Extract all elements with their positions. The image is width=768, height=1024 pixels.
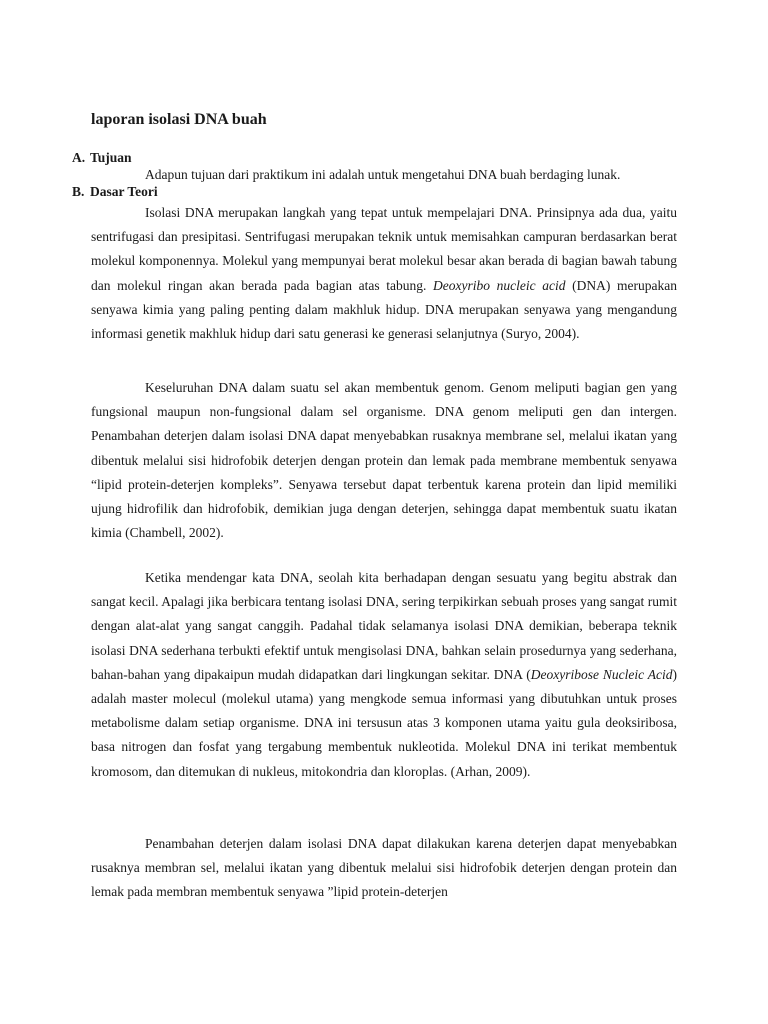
dasar-teori-paragraph-3 [91,566,677,784]
dasar-teori-paragraph-4 [91,832,677,905]
dasar-teori-paragraph-1 [91,201,677,346]
paragraph-2-text: Keseluruhan DNA dalam suatu sel akan membentuk genom. Genom meliputi bagian gen yang fungsional maupun non-fungsional dalam sel organisme. DNA genom meliputi gen dan intergen. Penambahan deterjen dalam isolasi DNA dapat menyebabkan rusaknya membrane sel, melalui ikatan yang dibentuk melalui sisi hidrofobik deterjen dengan protein dan lemak pada membrane membentuk senyawa “lipid protein-deterjen kompleks”. Senyawa tersebut dapat terbentuk karena protein dan lipid memiliki ujung hidrofilik dan hidrofobik, demikian juga dengan deterjen, sehingga dapat membentuk suatu ikatan kimia (Chambell, 2002). [91,380,677,541]
tujuan-text: Adapun tujuan dari praktikum ini adalah untuk mengetahui DNA buah berdaging lunak. [145,167,621,182]
section-a-title: Tujuan [90,150,132,165]
section-b-heading [72,184,158,200]
paragraph-4-text: Penambahan deterjen dalam isolasi DNA dapat dilakukan karena deterjen dapat menyebabkan rusaknya membran sel, melalui ikatan yang dibentuk melalui sisi hidrofobik deterjen dengan protein dan lemak pada membran membentuk senyawa ”lipid protein-deterjen [91,836,677,900]
paragraph-3-text-b: ) adalah master molecul (molekul utama) yang mengkode semua informasi yang dibutuhkan untuk proses metabolisme dalam setiap organisme. DNA ini tersusun atas 3 komponen utama yaitu gula deoksiribosa, basa nitrogen dan fosfat yang tergabung membentuk nukleotida. Molekul DNA ini terikat membentuk kromosom, dan ditemukan di nukleus, mitokondria dan kloroplas. (Arhan, 2009). [91,666,677,779]
paragraph-1-italic-term: Deoxyribo nucleic acid [433,277,566,293]
paragraph-3-italic-term: Deoxyribose Nucleic Acid [530,666,673,682]
section-a-heading [72,150,132,166]
paragraph-1-text-a: Isolasi DNA merupakan langkah yang tepat untuk mempelajari DNA. Prinsipnya ada dua, yaitu sentrifugasi dan presipitasi. Sentrifugasi merupakan teknik untuk memisahkan campuran berdasarkan berat molekul komponennya. Molekul yang mempunyai berat molekul besar akan berada di bagian bawah tabung dan molekul ringan akan berada pada bagian atas tabung. [91,205,677,293]
section-b-marker: B. [72,184,85,199]
section-b-title: Dasar Teori [90,184,158,199]
paragraph-1-text-b: (DNA) merupakan senyawa kimia yang paling penting dalam makhluk hidup. DNA merupakan senyawa yang mengandung informasi genetik makhluk hidup dari satu generasi ke generasi selanjutnya (Suryo, 2004). [91,277,677,342]
section-a-marker: A. [72,150,86,165]
dasar-teori-paragraph-2 [91,376,677,545]
paragraph-3-text-a: Ketika mendengar kata DNA, seolah kita berhadapan dengan sesuatu yang begitu abstrak dan sangat kecil. Apalagi jika berbicara tentang isolasi DNA, sering terpikirkan sebuah proses yang sangat rumit dengan alat-alat yang sangat canggih. Padahal tidak selamanya isolasi DNA demikian, beberapa teknik isolasi DNA sederhana terbukti efektif untuk mengisolasi DNA, bahkan selain prosedurnya yang sederhana, bahan-bahan yang dipakaipun mudah didapatkan dari lingkungan sekitar. DNA ( [91,570,677,682]
document-title: laporan isolasi DNA buah [91,111,267,128]
